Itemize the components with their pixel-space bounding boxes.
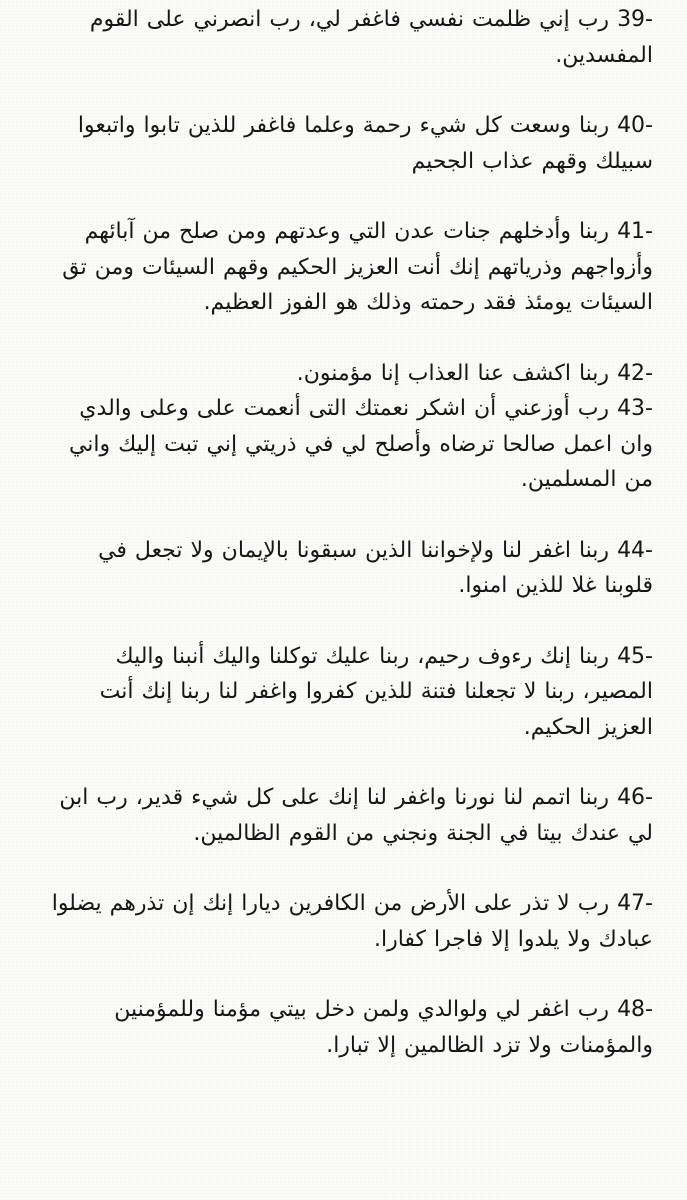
dua-entry-48 xyxy=(44,992,653,1063)
entry-text: رب أوزعني أن اشكر نعمتك التى أنعمت على وعلى والدي وان اعمل صالحا ترضاه وأصلح لي في ذريتي إني تبت إليك واني من المسلمين. xyxy=(68,396,653,492)
entry-text: رب إني ظلمت نفسي فاغفر لي، رب انصرني على القوم المفسدين. xyxy=(89,7,653,68)
entry-number: 41- xyxy=(617,219,653,244)
entry-number: 46- xyxy=(617,785,653,810)
entry-number: 42- xyxy=(617,360,653,386)
entry-number: 45- xyxy=(617,643,653,669)
entry-number: 43- xyxy=(617,396,653,421)
entry-text: رب اغفر لي ولوالدي ولمن دخل بيتي مؤمنا وللمؤمنين والمؤمنات ولا تزد الظالمين إلا تبارا. xyxy=(114,997,653,1058)
entry-text: ربنا إنك رءوف رحيم، ربنا عليك توكلنا واليك أنبنا واليك المصير، ربنا لا تجعلنا فتنة للذين كفروا واغفر لنا ربنا إنك أنت العزيز الحكيم. xyxy=(99,643,653,740)
dua-entry-39 xyxy=(44,2,653,73)
dua-entry-44 xyxy=(44,533,653,604)
dua-entry-45 xyxy=(44,639,653,746)
entry-number: 44- xyxy=(617,537,653,563)
dua-entry-47 xyxy=(44,886,653,957)
dua-entry-42 xyxy=(44,356,653,392)
dua-entry-43 xyxy=(44,391,653,498)
entry-number: 48- xyxy=(617,997,653,1022)
entry-text: ربنا وأدخلهم جنات عدن التي وعدتهم ومن صلح من آبائهم وأزواجهم وذرياتهم إنك أنت العزيز الحكيم وقهم السيئات ومن تق السيئات يومئذ فقد رحمته وذلك هو الفوز العظيم. xyxy=(62,219,653,315)
dua-entry-41 xyxy=(44,214,653,321)
entry-text: رب لا تذر على الأرض من الكافرين ديارا إنك إن تذرهم يضلوا عبادك ولا يلدوا إلا فاجرا كفارا. xyxy=(51,891,653,952)
entry-text: ربنا اكشف عنا العذاب إنا مؤمنون. xyxy=(296,360,610,386)
dua-entry-40 xyxy=(44,108,653,179)
entry-number: 47- xyxy=(617,891,653,916)
entry-number: 39- xyxy=(617,7,653,32)
entry-text: ربنا وسعت كل شيء رحمة وعلما فاغفر للذين تابوا واتبعوا سبيلك وقهم عذاب الجحيم xyxy=(77,113,653,174)
entry-text: ربنا اتمم لنا نورنا واغفر لنا إنك على كل شيء قدير، رب ابن لي عندك بيتا في الجنة ونجني من القوم الظالمين. xyxy=(59,785,653,846)
dua-entry-46 xyxy=(44,780,653,851)
entry-text: ربنا اغفر لنا ولإخواننا الذين سبقونا بالإيمان ولا تجعل في قلوبنا غلا للذين امنوا. xyxy=(98,537,653,598)
entry-number: 40- xyxy=(617,113,653,138)
